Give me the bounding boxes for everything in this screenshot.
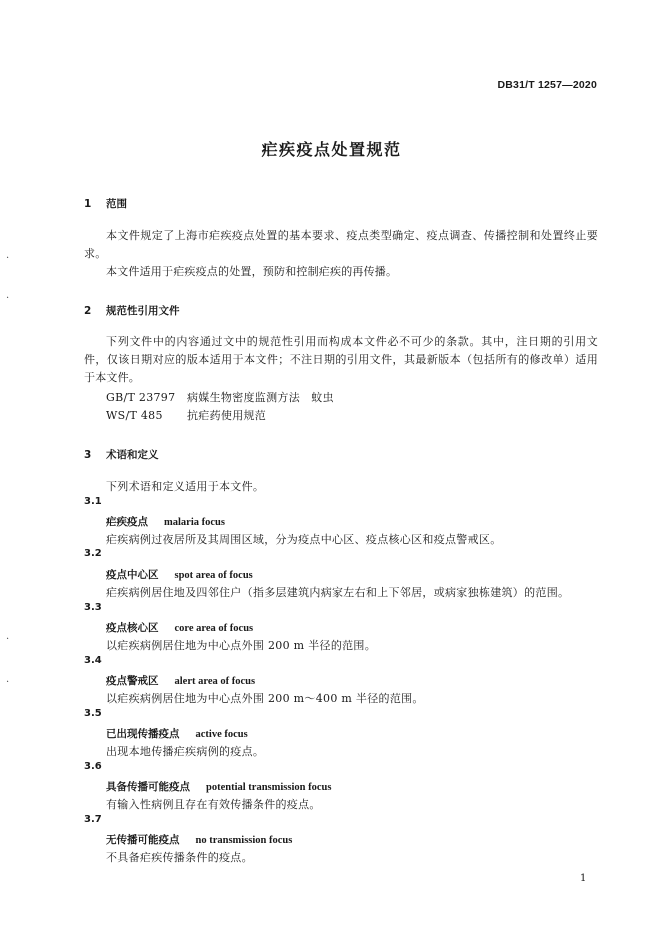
reference-code: GB/T 23797 (106, 391, 176, 404)
clause-number: 3.2 (84, 548, 102, 559)
scan-speck: · (6, 634, 10, 645)
section-3-heading (84, 447, 159, 462)
term-heading (106, 514, 225, 529)
clause-number: 3.7 (84, 814, 102, 825)
term-definition: 出现本地传播疟疾病例的疫点。 (106, 745, 265, 758)
clause-number: 3.4 (84, 655, 102, 666)
term-definition: 疟疾病例过夜居所及其周围区域，分为疫点中心区、疫点核心区和疫点警戒区。 (106, 533, 502, 546)
term-zh: 具备传播可能疫点 (106, 781, 190, 793)
term-en: malaria focus (164, 517, 225, 528)
reference-item (106, 389, 334, 405)
scan-speck: · (6, 293, 10, 304)
term-heading (106, 726, 248, 741)
section-1-heading (84, 196, 127, 211)
scan-speck: · (6, 677, 10, 688)
term-en: potential transmission focus (206, 782, 332, 793)
reference-code: WS/T 485 (106, 409, 163, 422)
terms-intro: 下列术语和定义适用于本文件。 (106, 480, 265, 493)
page-number: 1 (580, 873, 587, 884)
term-definition: 有输入性病例且存在有效传播条件的疫点。 (106, 798, 321, 811)
term-heading (106, 673, 255, 688)
section-title: 术语和定义 (106, 449, 159, 461)
section-2-heading (84, 303, 180, 318)
term-definition: 以疟疾病例居住地为中心点外围 200 m 半径的范围。 (106, 639, 377, 652)
clause-number: 3.5 (84, 708, 102, 719)
clause-number: 3.3 (84, 602, 102, 613)
scope-paragraph-1: 本文件规定了上海市疟疾疫点处置的基本要求、疫点类型确定、疫点调查、传播控制和处置终止要求。 (84, 229, 598, 260)
clause-number: 3.6 (84, 761, 102, 772)
term-heading (106, 620, 253, 635)
reference-title: 病媒生物密度监测方法 蚊虫 (187, 391, 334, 404)
term-en: alert area of focus (174, 676, 256, 687)
term-definition: 疟疾病例居住地及四邻住户（指多层建筑内病家左右和上下邻居，或病家独栋建筑）的范围。 (106, 586, 570, 599)
section-title: 范围 (106, 198, 127, 210)
scope-paragraph-2: 本文件适用于疟疾疫点的处置，预防和控制疟疾的再传播。 (106, 265, 398, 278)
term-zh: 疫点核心区 (106, 622, 159, 634)
term-zh: 疫点中心区 (106, 569, 159, 581)
reference-item (106, 407, 266, 423)
reference-title: 抗疟药使用规范 (187, 409, 267, 422)
term-zh: 已出现传播疫点 (106, 728, 180, 740)
term-heading (106, 567, 253, 582)
term-zh: 无传播可能疫点 (106, 834, 180, 846)
term-en: active focus (195, 729, 248, 740)
normative-intro: 下列文件中的内容通过文中的规范性引用而构成本文件必不可少的条款。其中，注日期的引用文件，仅该日期对应的版本适用于本文件；不注日期的引用文件，其最新版本（包括所有的修改单）适用于本文件。 (84, 335, 598, 384)
term-en: spot area of focus (174, 570, 253, 581)
term-zh: 疫点警戒区 (106, 675, 159, 687)
scan-speck: · (6, 253, 10, 264)
term-definition: 不具备疟疾传播条件的疫点。 (106, 851, 253, 864)
clause-number: 3.1 (84, 496, 102, 507)
term-heading (106, 832, 292, 847)
section-number: 2 (84, 305, 92, 317)
term-definition: 以疟疾病例居住地为中心点外围 200 m～400 m 半径的范围。 (106, 692, 424, 705)
term-zh: 疟疾疫点 (106, 516, 148, 528)
standard-code: DB31/T 1257—2020 (497, 79, 597, 91)
section-number: 3 (84, 449, 92, 461)
document-title: 疟疾疫点处置规范 (261, 140, 402, 159)
section-number: 1 (84, 198, 92, 210)
term-en: core area of focus (174, 623, 254, 634)
term-heading (106, 779, 331, 794)
section-title: 规范性引用文件 (106, 305, 180, 317)
term-en: no transmission focus (195, 835, 293, 846)
